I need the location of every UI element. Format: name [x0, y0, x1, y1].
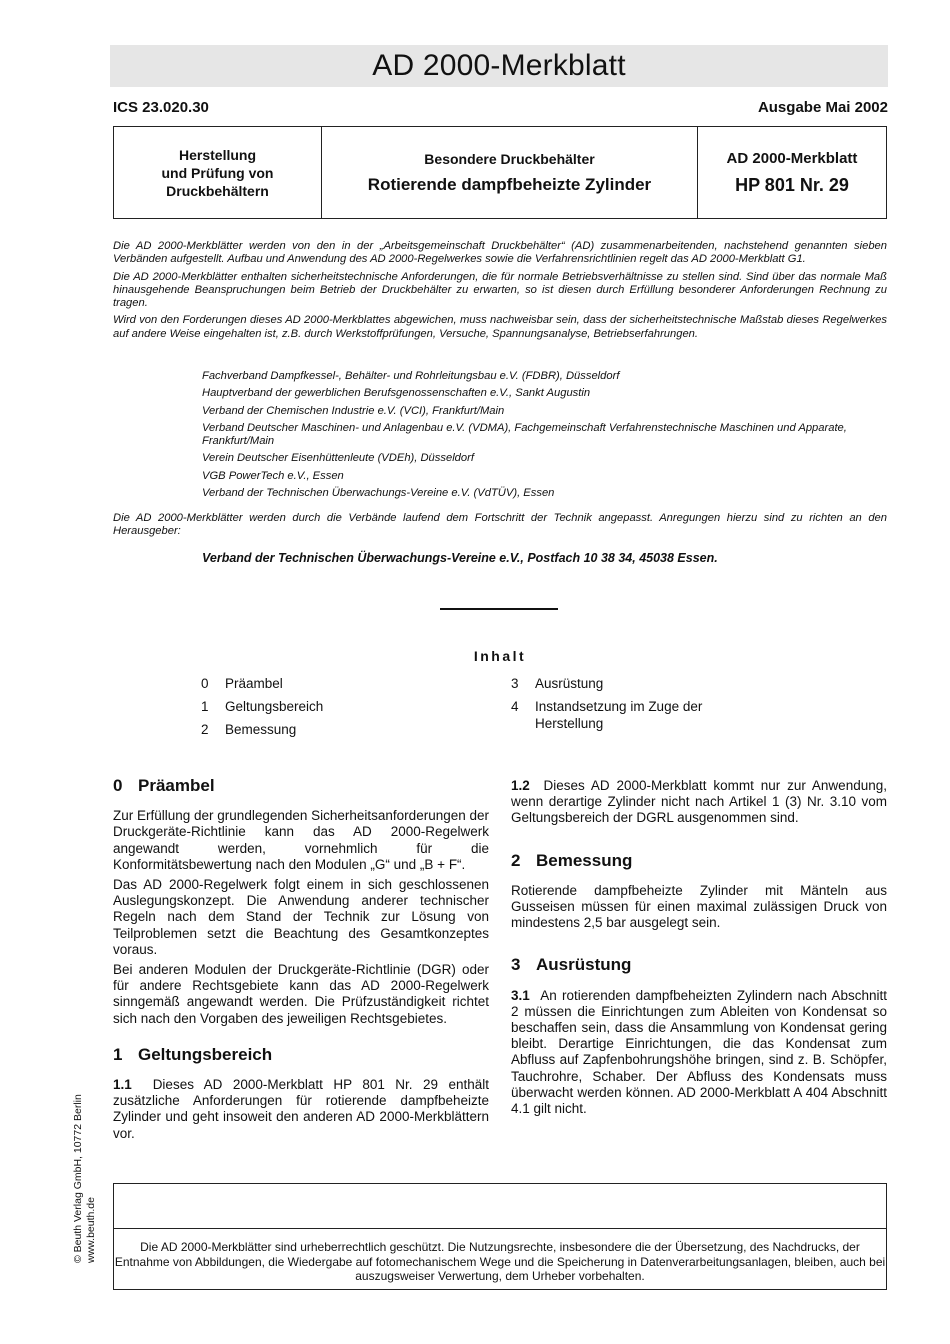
toc-left-column [201, 675, 481, 744]
organization-item: Hauptverband der gewerblichen Berufsgenossenschaften e.V., Sankt Augustin [202, 387, 591, 400]
toc-right-column [511, 675, 751, 738]
section-heading-ausruestung: 3 Ausrüstung [511, 955, 632, 975]
paragraph: 1.1 Dieses AD 2000-Merkblatt HP 801 Nr. 29 enthält zusätzliche Anforderungen für rotierende dampfbeheizte Zylinder und geht insoweit den anderen AD 2000-Merkblättern vor. [113, 1077, 489, 1141]
document-title-bar [110, 45, 888, 87]
right-column [511, 778, 887, 1121]
toc-item: 0 Präambel [201, 676, 283, 691]
ics-code: ICS 23.020.30 [113, 99, 209, 116]
organization-item: Fachverband Dampfkessel-, Behälter- und Rohrleitungsbau e.V. (FDBR), Düsseldorf [202, 370, 620, 382]
copyright-notice: Die AD 2000-Merkblätter sind urheberrechtlich geschützt. Die Nutzungsrechte, insbesondere die der Übersetzung, des Nachdrucks, der Entnahme von Abbildungen, die Wiedergabe auf fotomechanischem Wege und die Speicherung in Datenverarbeitungsanlagen, bleiben, auch bei auszugsweiser Verwertung, dem Urheber vorbehalten. [114, 1228, 886, 1289]
section-heading-geltungsbereich: 1 Geltungsbereich [113, 1044, 273, 1064]
paragraph: Rotierende dampfbeheizte Zylinder mit Mänteln aus Gusseisen müssen für einen maximal zulässigen Druck von mindestens 2,5 bar ausgelegt sein. [511, 882, 887, 931]
toc-title: Inhalt [473, 648, 527, 664]
publisher-side-note: © Beuth Verlag GmbH, 10772 Berlin www.beuth.de [72, 1094, 97, 1263]
document-title: AD 2000-Merkblatt [372, 49, 626, 82]
header-main-title: Rotierende dampfbeheizte Zylinder [367, 174, 652, 194]
outro-text: Die AD 2000-Merkblätter werden durch die Verbände laufend dem Fortschritt der Technik angepasst. Anregungen hierzu sind zu richten an den Herausgeber: [113, 512, 887, 538]
toc-item: 2 Bemessung [201, 722, 297, 737]
toc-item: 4 Instandsetzung im Zuge der Herstellung [511, 699, 703, 731]
organization-item: VGB PowerTech e.V., Essen [202, 469, 344, 482]
edition-date: Ausgabe Mai 2002 [757, 99, 888, 116]
section-heading-praeambel: 0 Präambel [113, 776, 215, 795]
organization-item: Verband der Chemischen Industrie e.V. (VCI), Frankfurt/Main [202, 404, 505, 417]
paragraph: 3.1 An rotierenden dampfbeheizten Zylindern nach Abschnitt 2 müssen die Einrichtungen zum Ableiten von Kondensat so beschaffen sein, dass die Ansammlung von Kondensat gering bleibt. Derartige Einrichtungen, die das Kondensat zum Abfluss auf Zapfenbohrungshöhe bringen, sind z. B. Schöpfer, Tauchrohre, Schaber. Der Abfluss des Kondensats muss überwacht werden können. AD 2000-Merkblatt A 404 Abschnitt 4.1 gilt nicht. [511, 987, 887, 1117]
header-doc-number: AD 2000-Merkblatt HP 801 Nr. 29 [726, 149, 858, 195]
toc-item: 3 Ausrüstung [511, 676, 604, 691]
organization-item: Verein Deutscher Eisenhüttenleute (VDEh), Düsseldorf [202, 452, 474, 465]
paragraph: 1.2 Dieses AD 2000-Merkblatt kommt nur zur Anwendung, wenn derartige Zylinder nicht nach Artikel 1 (3) Nr. 3.10 vom Geltungsbereich der DGRL ausgenommen sind. [511, 778, 887, 826]
publisher-address: Verband der Technischen Überwachungs-Vereine e.V., Postfach 10 38 34, 45038 Essen. [202, 551, 718, 565]
header-subject [322, 127, 698, 218]
left-column [113, 778, 489, 1146]
header-subtitle: Besondere Druckbehälter [424, 150, 595, 167]
divider [440, 608, 558, 610]
paragraph: Bei anderen Modulen der Druckgeräte-Richtlinie (DGR) oder für andere Rechtsgebiete kann das AD 2000-Regelwerk sinngemäß angewandt werden. Die Prüfzuständigkeit richtet sich nach den Vorgaben des jeweiligen Rechtsgebietes. [113, 962, 489, 1026]
paragraph: Zur Erfüllung der grundlegenden Sicherheitsanforderungen der Druckgeräte-Richtlinie kann das AD 2000-Regelwerk angewandt werden, vornehmlich für die Konformitätsbewertung nach den Modulen „G“ und „B + F“. [113, 808, 489, 872]
copyright-box [113, 1183, 887, 1290]
section-heading-bemessung: 2 Bemessung [511, 850, 633, 870]
organization-item: Verband Deutscher Maschinen- und Anlagenbau e.V. (VDMA), Fachgemeinschaft Verfahrenstechnische Maschinen und Apparate, Frankfurt/Main [202, 421, 847, 448]
header-box [113, 126, 887, 219]
toc-item: 1 Geltungsbereich [201, 699, 324, 714]
intro-paragraph: Wird von den Forderungen dieses AD 2000-Merkblattes abgewichen, muss nachweisbar sein, dass der sicherheitstechnische Maßstab dieses Regelwerkes auf andere Weise eingehalten ist, z.B. durch Werkstoffprüfungen, Versuche, Spannungsanalyse, Betriebserfahrungen. [113, 314, 887, 340]
intro-text [113, 240, 887, 345]
paragraph: Das AD 2000-Regelwerk folgt einem in sich geschlossenen Auslegungskonzept. Die Anwendung anderer technischer Regeln nach dem Stand der Technik zur Lösung von Teilproblemen setzt die Beachtung des Gesamtkonzeptes voraus. [113, 877, 489, 957]
intro-paragraph: Die AD 2000-Merkblätter werden von den in der „Arbeitsgemeinschaft Druckbehälter“ (AD) zusammenarbeitenden, nachstehend genannten sieben Verbänden aufgestellt. Aufbau und Anwendung des AD 2000-Regelwerkes sowie die Verfahrensrichtlinien regelt das AD 2000-Merkblatt G1. [113, 240, 887, 266]
organization-list [202, 370, 872, 504]
intro-paragraph: Die AD 2000-Merkblätter enthalten sicherheitstechnische Anforderungen, die für normale Betriebsverhältnisse zu stellen sind. Sind über das normale Maß hinausgehende Beanspruchungen beim Betrieb der Druckbehälter zu erwarten, so ist diesen durch Erfüllung besonderer Anforderungen Rechnung zu tragen. [113, 270, 887, 310]
organization-item: Verband der Technischen Überwachungs-Vereine e.V. (VdTÜV), Essen [202, 487, 555, 500]
header-category: Herstellung und Prüfung von Druckbehältern [114, 127, 322, 218]
